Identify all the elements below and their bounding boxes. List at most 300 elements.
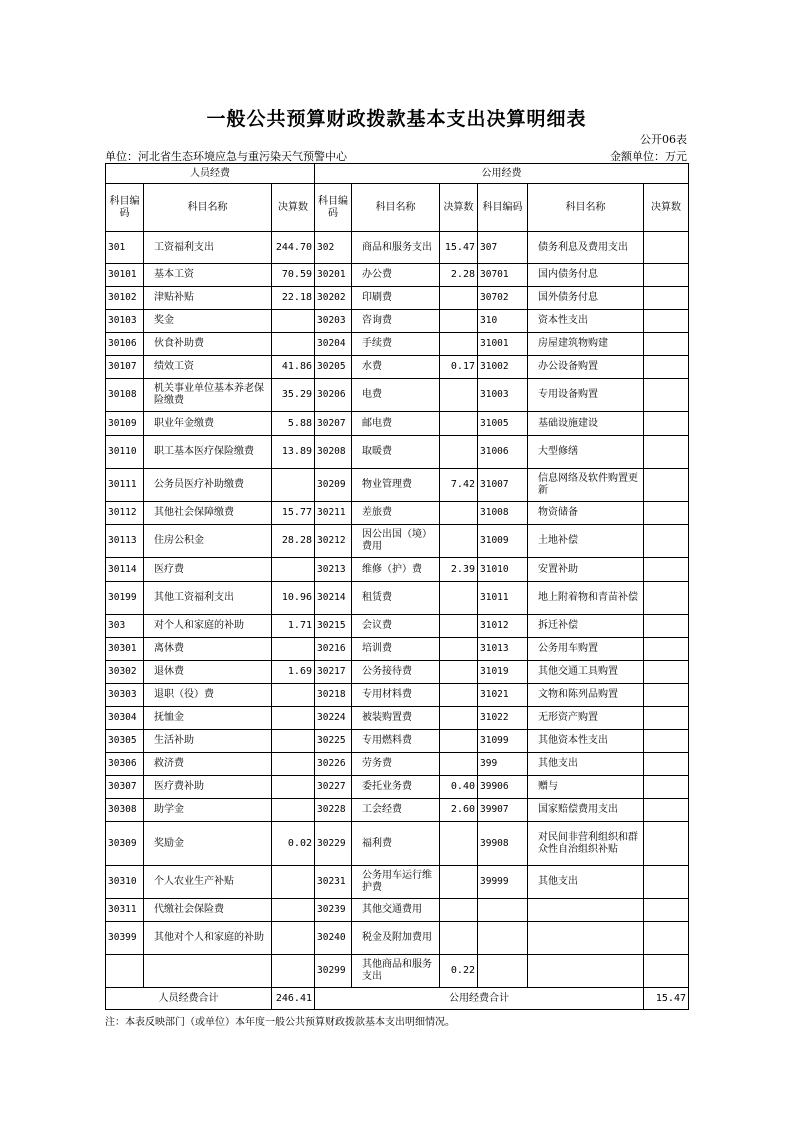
cell-code: 399 (478, 753, 528, 776)
cell-code: 30106 (106, 333, 144, 356)
cell-name: 文物和陈列品购置 (528, 684, 644, 707)
cell-code: 30308 (106, 799, 144, 822)
cell-code: 30203 (315, 310, 352, 333)
cell-name: 其他工资福利支出 (144, 582, 272, 615)
cell-amount: 0.02 (272, 822, 315, 866)
cell-amount: 5.88 (272, 412, 315, 436)
cell-amount: 2.28 (440, 264, 478, 287)
cell-code: 30304 (106, 707, 144, 730)
cell-amount (644, 753, 689, 776)
cell-name: 个人农业生产补贴 (144, 866, 272, 899)
cell-name: 机关事业单位基本养老保险缴费 (144, 379, 272, 412)
cell-amount (440, 525, 478, 558)
cell-amount (644, 707, 689, 730)
cell-amount (644, 287, 689, 310)
table-row (106, 866, 689, 899)
cell-code: 30208 (315, 436, 352, 469)
cell-code: 30224 (315, 707, 352, 730)
table-row (106, 955, 689, 988)
cell-name: 大型修缮 (528, 436, 644, 469)
cell-code: 30302 (106, 661, 144, 684)
cell-code: 30211 (315, 502, 352, 525)
cell-name: 对民间非营利组织和群众性自治组织补贴 (528, 822, 644, 866)
cell-code: 30112 (106, 502, 144, 525)
cell-amount: 1.71 (272, 615, 315, 638)
table-row (106, 822, 689, 866)
cell-name: 退职（役）费 (144, 684, 272, 707)
cell-name: 取暖费 (352, 436, 440, 469)
cell-code: 30110 (106, 436, 144, 469)
cell-amount (272, 730, 315, 753)
cell-amount: 35.29 (272, 379, 315, 412)
table-row (106, 264, 689, 287)
cell-amount (644, 264, 689, 287)
cell-name: 培训费 (352, 638, 440, 661)
cell-code: 30306 (106, 753, 144, 776)
cell-amount (644, 922, 689, 955)
table-row (106, 899, 689, 922)
table-row (106, 615, 689, 638)
cell-code: 30101 (106, 264, 144, 287)
cell-code: 31010 (478, 558, 528, 582)
cell-name: 房屋建筑物购建 (528, 333, 644, 356)
cell-code: 30311 (106, 899, 144, 922)
cell-name: 生活补助 (144, 730, 272, 753)
cell-code (478, 899, 528, 922)
cell-code: 30310 (106, 866, 144, 899)
cell-amount: 28.28 (272, 525, 315, 558)
cell-code: 39906 (478, 776, 528, 799)
cell-name: 土地补偿 (528, 525, 644, 558)
cell-amount (644, 412, 689, 436)
cell-code: 310 (478, 310, 528, 333)
cell-name: 职业年金缴费 (144, 412, 272, 436)
cell-amount (440, 661, 478, 684)
cell-amount (440, 866, 478, 899)
cell-code: 30212 (315, 525, 352, 558)
cell-name: 国内债务付息 (528, 264, 644, 287)
cell-name: 手续费 (352, 333, 440, 356)
cell-code (478, 922, 528, 955)
cell-amount (440, 582, 478, 615)
cell-code: 30218 (315, 684, 352, 707)
cell-amount (272, 469, 315, 502)
cell-name: 信息网络及软件购置更新 (528, 469, 644, 502)
cell-name: 救济费 (144, 753, 272, 776)
form-number: 公开06表 (640, 133, 687, 146)
cell-code: 30213 (315, 558, 352, 582)
cell-code: 39907 (478, 799, 528, 822)
cell-amount (272, 638, 315, 661)
cell-code: 30103 (106, 310, 144, 333)
cell-code: 39999 (478, 866, 528, 899)
col-header-code: 科目编码 (106, 184, 144, 232)
cell-code: 30216 (315, 638, 352, 661)
cell-code: 30209 (315, 469, 352, 502)
cell-amount (644, 661, 689, 684)
cell-name: 住房公积金 (144, 525, 272, 558)
cell-amount (644, 333, 689, 356)
table-row (106, 776, 689, 799)
col-header-name: 科目名称 (528, 184, 644, 232)
cell-code: 31007 (478, 469, 528, 502)
cell-code: 39908 (478, 822, 528, 866)
cell-amount (440, 502, 478, 525)
cell-code: 31022 (478, 707, 528, 730)
cell-code: 30307 (106, 776, 144, 799)
cell-code: 30227 (315, 776, 352, 799)
cell-amount (644, 469, 689, 502)
cell-amount: 41.86 (272, 356, 315, 379)
cell-name: 职工基本医疗保险缴费 (144, 436, 272, 469)
col-header-amount: 决算数 (644, 184, 689, 232)
cell-name: 助学金 (144, 799, 272, 822)
cell-name: 委托业务费 (352, 776, 440, 799)
table-row (106, 333, 689, 356)
col-header-name: 科目名称 (352, 184, 440, 232)
cell-name: 基础设施建设 (528, 412, 644, 436)
cell-amount (644, 310, 689, 333)
cell-amount (272, 955, 315, 988)
cell-amount (272, 558, 315, 582)
amount-unit: 金额单位：万元 (610, 150, 687, 163)
cell-code: 30239 (315, 899, 352, 922)
cell-code: 31005 (478, 412, 528, 436)
table-row (106, 525, 689, 558)
cell-code: 31006 (478, 436, 528, 469)
cell-name (528, 955, 644, 988)
cell-name: 退休费 (144, 661, 272, 684)
cell-amount: 1.69 (272, 661, 315, 684)
cell-amount (272, 866, 315, 899)
cell-name: 其他交通费用 (352, 899, 440, 922)
cell-amount: 15.47 (440, 232, 478, 264)
table-row (106, 753, 689, 776)
cell-code: 30301 (106, 638, 144, 661)
cell-amount (440, 730, 478, 753)
cell-amount: 0.40 (440, 776, 478, 799)
col-header-code: 科目编码 (478, 184, 528, 232)
cell-amount (272, 333, 315, 356)
cell-name: 安置补助 (528, 558, 644, 582)
cell-code: 31003 (478, 379, 528, 412)
public-total-value: 15.47 (644, 988, 689, 1010)
cell-code (478, 955, 528, 988)
cell-name (528, 899, 644, 922)
cell-code: 307 (478, 232, 528, 264)
table-row (106, 310, 689, 333)
cell-amount (440, 412, 478, 436)
public-group-header: 公用经费 (315, 164, 689, 184)
cell-code: 31009 (478, 525, 528, 558)
cell-amount (644, 502, 689, 525)
cell-name: 代缴社会保险费 (144, 899, 272, 922)
cell-code: 31002 (478, 356, 528, 379)
cell-name: 其他社会保障缴费 (144, 502, 272, 525)
cell-amount: 2.60 (440, 799, 478, 822)
cell-name: 工资福利支出 (144, 232, 272, 264)
cell-amount (272, 310, 315, 333)
cell-name: 抚恤金 (144, 707, 272, 730)
cell-name: 专用材料费 (352, 684, 440, 707)
cell-amount: 244.70 (272, 232, 315, 264)
cell-name: 因公出国（境）费用 (352, 525, 440, 558)
cell-name: 资本性支出 (528, 310, 644, 333)
table-row (106, 582, 689, 615)
cell-amount: 7.42 (440, 469, 478, 502)
personnel-total-value: 246.41 (272, 988, 315, 1010)
cell-code: 30111 (106, 469, 144, 502)
cell-name: 奖励金 (144, 822, 272, 866)
cell-code: 31001 (478, 333, 528, 356)
cell-code: 31008 (478, 502, 528, 525)
cell-name: 会议费 (352, 615, 440, 638)
cell-amount (440, 379, 478, 412)
cell-amount (440, 899, 478, 922)
cell-code: 30240 (315, 922, 352, 955)
reporting-unit: 单位：河北省生态环境应急与重污染天气预警中心 (105, 150, 347, 163)
cell-amount: 22.18 (272, 287, 315, 310)
cell-code: 30215 (315, 615, 352, 638)
cell-code: 31021 (478, 684, 528, 707)
cell-amount (440, 707, 478, 730)
col-header-name: 科目名称 (144, 184, 272, 232)
cell-name: 基本工资 (144, 264, 272, 287)
cell-amount (440, 615, 478, 638)
cell-amount: 0.17 (440, 356, 478, 379)
cell-amount (440, 333, 478, 356)
personnel-total-label: 人员经费合计 (106, 988, 272, 1010)
cell-code: 31099 (478, 730, 528, 753)
cell-name (144, 955, 272, 988)
cell-code: 30299 (315, 955, 352, 988)
table-row (106, 922, 689, 955)
cell-name: 其他交通工具购置 (528, 661, 644, 684)
cell-name (528, 922, 644, 955)
table-row (106, 412, 689, 436)
table-row (106, 799, 689, 822)
table-row (106, 379, 689, 412)
cell-amount (644, 638, 689, 661)
cell-name: 专用设备购置 (528, 379, 644, 412)
cell-amount (644, 955, 689, 988)
footnote: 注：本表反映部门（或单位）本年度一般公共预算财政拨款基本支出明细情况。 (105, 1017, 455, 1028)
cell-amount (440, 638, 478, 661)
cell-code: 30226 (315, 753, 352, 776)
cell-amount (272, 899, 315, 922)
cell-amount (644, 558, 689, 582)
cell-amount (644, 866, 689, 899)
cell-name: 离休费 (144, 638, 272, 661)
cell-amount (440, 684, 478, 707)
cell-code: 30202 (315, 287, 352, 310)
cell-amount (272, 799, 315, 822)
cell-name: 咨询费 (352, 310, 440, 333)
col-header-amount: 决算数 (272, 184, 315, 232)
cell-code: 31013 (478, 638, 528, 661)
cell-name: 维修（护）费 (352, 558, 440, 582)
cell-name: 福利费 (352, 822, 440, 866)
cell-code: 30399 (106, 922, 144, 955)
cell-name: 医疗费补助 (144, 776, 272, 799)
cell-code: 302 (315, 232, 352, 264)
cell-amount: 13.89 (272, 436, 315, 469)
cell-name: 物资储备 (528, 502, 644, 525)
cell-code: 30701 (478, 264, 528, 287)
cell-amount (644, 822, 689, 866)
cell-code: 30109 (106, 412, 144, 436)
cell-amount (440, 436, 478, 469)
cell-code: 30229 (315, 822, 352, 866)
cell-amount (440, 310, 478, 333)
cell-name: 伙食补助费 (144, 333, 272, 356)
cell-amount (440, 287, 478, 310)
table-row (106, 469, 689, 502)
cell-code: 30303 (106, 684, 144, 707)
expenditure-table (105, 163, 689, 1010)
cell-name: 赠与 (528, 776, 644, 799)
cell-amount: 0.22 (440, 955, 478, 988)
col-header-amount: 决算数 (440, 184, 478, 232)
cell-name: 公务用车购置 (528, 638, 644, 661)
cell-code: 30217 (315, 661, 352, 684)
cell-amount (644, 582, 689, 615)
cell-amount (644, 776, 689, 799)
cell-amount: 15.77 (272, 502, 315, 525)
cell-code: 30309 (106, 822, 144, 866)
cell-amount (272, 922, 315, 955)
cell-code: 30206 (315, 379, 352, 412)
table-row (106, 730, 689, 753)
cell-name: 水费 (352, 356, 440, 379)
cell-code: 30305 (106, 730, 144, 753)
cell-name: 物业管理费 (352, 469, 440, 502)
cell-name: 地上附着物和青苗补偿 (528, 582, 644, 615)
table-row (106, 502, 689, 525)
cell-code: 301 (106, 232, 144, 264)
cell-name: 邮电费 (352, 412, 440, 436)
cell-amount: 2.39 (440, 558, 478, 582)
cell-name: 被装购置费 (352, 707, 440, 730)
cell-amount: 70.59 (272, 264, 315, 287)
cell-code: 30108 (106, 379, 144, 412)
cell-name: 国外债务付息 (528, 287, 644, 310)
table-row (106, 684, 689, 707)
cell-code: 30231 (315, 866, 352, 899)
table-row (106, 707, 689, 730)
cell-name: 无形资产购置 (528, 707, 644, 730)
cell-amount (644, 899, 689, 922)
cell-code: 30201 (315, 264, 352, 287)
cell-name: 公务接待费 (352, 661, 440, 684)
cell-amount (644, 356, 689, 379)
table-row (106, 232, 689, 264)
table-row (106, 356, 689, 379)
cell-name: 国家赔偿费用支出 (528, 799, 644, 822)
table-row (106, 287, 689, 310)
cell-amount (644, 436, 689, 469)
cell-name: 租赁费 (352, 582, 440, 615)
table-row (106, 661, 689, 684)
cell-name: 其他商品和服务支出 (352, 955, 440, 988)
cell-name: 对个人和家庭的补助 (144, 615, 272, 638)
public-total-label: 公用经费合计 (315, 988, 644, 1010)
table-row (106, 638, 689, 661)
cell-code: 30205 (315, 356, 352, 379)
cell-name: 其他对个人和家庭的补助 (144, 922, 272, 955)
cell-code: 30225 (315, 730, 352, 753)
cell-name: 工会经费 (352, 799, 440, 822)
cell-name: 其他支出 (528, 753, 644, 776)
cell-amount (272, 707, 315, 730)
cell-code: 30228 (315, 799, 352, 822)
cell-name: 税金及附加费用 (352, 922, 440, 955)
cell-name: 公务员医疗补助缴费 (144, 469, 272, 502)
cell-name: 拆迁补偿 (528, 615, 644, 638)
cell-code: 31019 (478, 661, 528, 684)
cell-amount (272, 776, 315, 799)
cell-name: 绩效工资 (144, 356, 272, 379)
cell-name: 奖金 (144, 310, 272, 333)
cell-code: 303 (106, 615, 144, 638)
cell-code: 30214 (315, 582, 352, 615)
personnel-group-header: 人员经费 (106, 164, 315, 184)
cell-name: 其他支出 (528, 866, 644, 899)
table-row (106, 558, 689, 582)
cell-amount (440, 753, 478, 776)
cell-name: 办公设备购置 (528, 356, 644, 379)
cell-amount (644, 615, 689, 638)
cell-amount (272, 753, 315, 776)
cell-code: 30102 (106, 287, 144, 310)
cell-amount (440, 922, 478, 955)
cell-code: 30207 (315, 412, 352, 436)
cell-name: 印刷费 (352, 287, 440, 310)
cell-name: 差旅费 (352, 502, 440, 525)
cell-code: 30114 (106, 558, 144, 582)
cell-amount (644, 232, 689, 264)
cell-amount (644, 730, 689, 753)
cell-amount (644, 525, 689, 558)
cell-name: 办公费 (352, 264, 440, 287)
cell-amount (272, 684, 315, 707)
cell-code (106, 955, 144, 988)
table-row (106, 436, 689, 469)
cell-name: 电费 (352, 379, 440, 412)
cell-amount (644, 379, 689, 412)
cell-code: 30107 (106, 356, 144, 379)
cell-code: 30113 (106, 525, 144, 558)
cell-code: 30204 (315, 333, 352, 356)
cell-code: 30702 (478, 287, 528, 310)
cell-name: 公务用车运行维护费 (352, 866, 440, 899)
cell-name: 医疗费 (144, 558, 272, 582)
page-title: 一般公共预算财政拨款基本支出决算明细表 (206, 108, 587, 130)
cell-name: 商品和服务支出 (352, 232, 440, 264)
cell-name: 债务利息及费用支出 (528, 232, 644, 264)
cell-name: 劳务费 (352, 753, 440, 776)
cell-name: 其他资本性支出 (528, 730, 644, 753)
cell-code: 31012 (478, 615, 528, 638)
col-header-code: 科目编码 (315, 184, 352, 232)
cell-name: 专用燃料费 (352, 730, 440, 753)
cell-amount (644, 684, 689, 707)
cell-code: 31011 (478, 582, 528, 615)
cell-amount (440, 822, 478, 866)
cell-name: 津贴补贴 (144, 287, 272, 310)
cell-amount (644, 799, 689, 822)
cell-amount: 10.96 (272, 582, 315, 615)
